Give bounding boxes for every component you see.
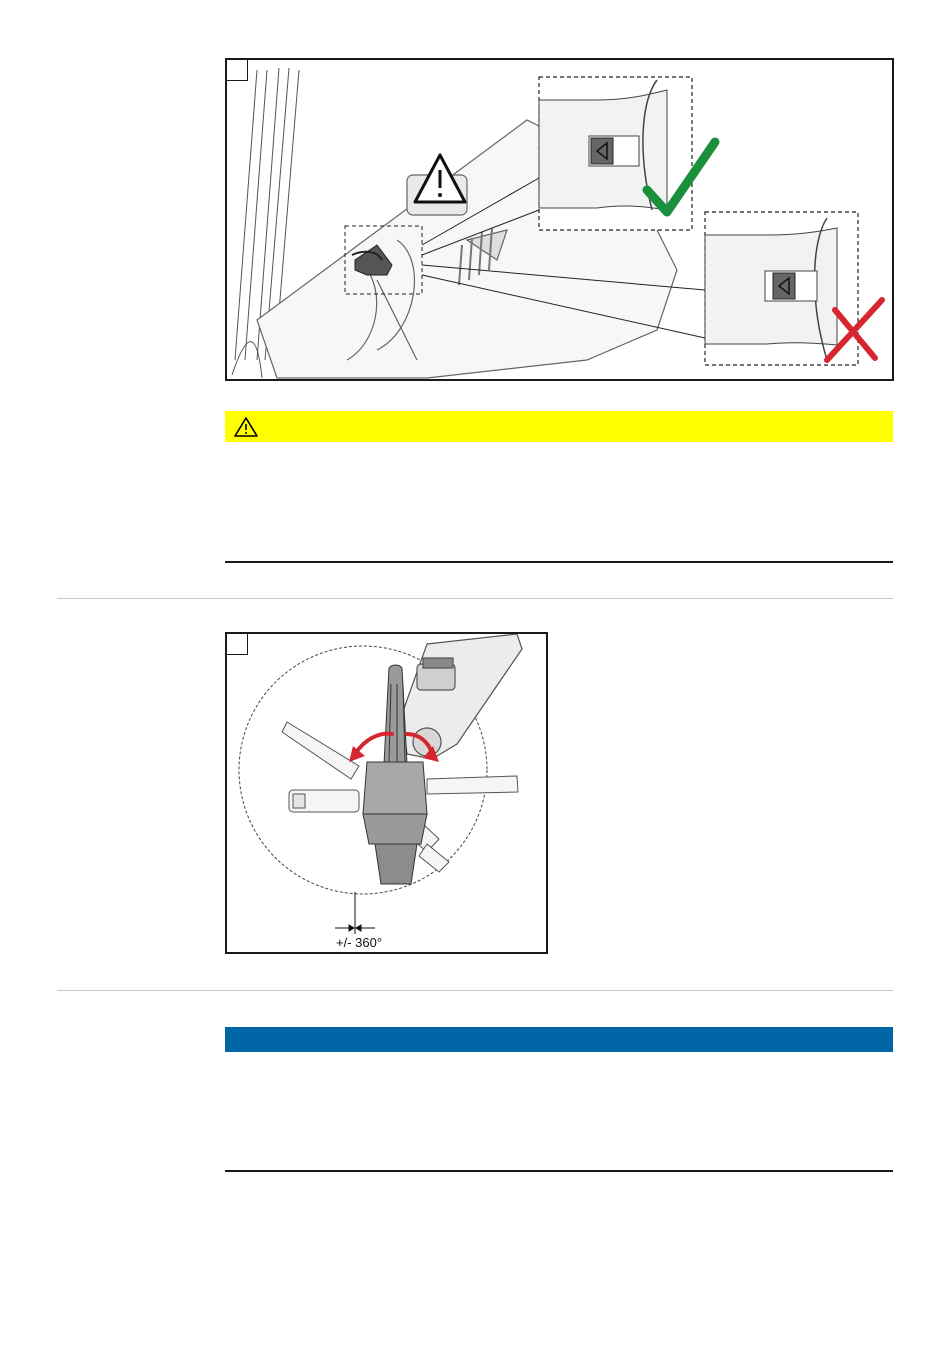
figure-rotation (225, 632, 548, 954)
torch-body (402, 634, 522, 759)
rotation-illustration (227, 634, 546, 952)
section-end-rule (225, 561, 893, 563)
section-end-rule (225, 1170, 893, 1172)
section-separator (57, 990, 893, 991)
rotation-angle-label: +/- 360° (336, 935, 383, 950)
lock-check-illustration (227, 60, 892, 379)
caution-bar (225, 411, 893, 442)
angle-marker (335, 892, 375, 934)
note-bar (225, 1027, 893, 1052)
figure-lock-check (225, 58, 894, 381)
caution-triangle-icon (233, 416, 259, 438)
detail-incorrect (705, 212, 858, 365)
section-separator (57, 598, 893, 599)
